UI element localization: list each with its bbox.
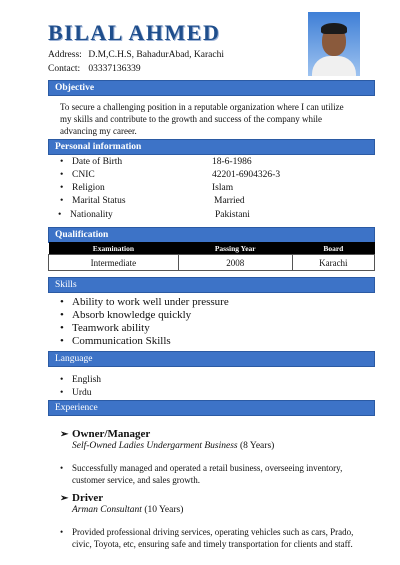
- job-company-line: [72, 441, 274, 451]
- profile-photo: [308, 12, 360, 76]
- contact-value: 03337136339: [88, 64, 141, 74]
- table-cell: Intermediate: [49, 255, 179, 271]
- list-item: • Absorb knowledge quickly: [72, 309, 191, 321]
- list-item: • Urdu: [72, 388, 92, 398]
- table-cell: Karachi: [292, 255, 374, 271]
- address-line: [48, 50, 224, 60]
- marital-status-value: Married: [214, 196, 245, 206]
- column-header: Examination: [49, 242, 179, 255]
- nationality-value: Pakistani: [215, 210, 250, 220]
- qualification-header-row: [49, 242, 375, 255]
- job-description: • Provided professional driving services, operating vehicles such as cars, Prado, civic, Toyota, etc, ensuring safe and timely transportation for clients and staff.: [72, 526, 372, 550]
- qualification-table: [48, 242, 375, 271]
- job-description: • Successfully managed and operated a retail business, overseeing inventory, customer service, and sales growth.: [72, 462, 372, 486]
- contact-line: [48, 64, 141, 74]
- column-header: Passing Year: [178, 242, 292, 255]
- language-heading: Language: [48, 351, 375, 367]
- column-header: Board: [292, 242, 374, 255]
- table-row: [49, 255, 375, 271]
- job-company: Self-Owned Ladies Undergarment Business: [72, 441, 238, 451]
- arrow-bullet-icon: ➢: [60, 493, 69, 504]
- cnic-label: • CNIC: [72, 170, 95, 180]
- address-label: Address:: [48, 50, 82, 60]
- list-item: • Communication Skills: [72, 335, 171, 347]
- job-company: Arman Consultant: [72, 505, 142, 515]
- list-item: • English: [72, 375, 101, 385]
- marital-status-label: • Marital Status: [72, 196, 126, 206]
- objective-heading: Objective: [48, 80, 375, 96]
- job-duration: (8 Years): [240, 441, 275, 451]
- experience-heading: Experience: [48, 400, 375, 416]
- religion-label: • Religion: [72, 183, 105, 193]
- arrow-bullet-icon: ➢: [60, 429, 69, 440]
- cnic-value: 42201-6904326-3: [212, 170, 281, 180]
- list-item: • Teamwork ability: [72, 322, 150, 334]
- personal-info-heading: Personal information: [48, 139, 375, 155]
- job-title: Driver: [72, 492, 104, 504]
- job-company-line: [72, 505, 183, 515]
- candidate-name: BILAL AHMED: [48, 20, 221, 45]
- list-item: • Ability to work well under pressure: [72, 296, 229, 308]
- qualification-heading: Qualification: [48, 227, 375, 243]
- religion-value: Islam: [212, 183, 234, 193]
- nationality-label: • Nationality: [70, 210, 113, 220]
- skills-heading: Skills: [48, 277, 375, 293]
- job-title: Owner/Manager: [72, 428, 151, 440]
- dob-label: • Date of Birth: [72, 157, 122, 167]
- dob-value: 18-6-1986: [212, 157, 252, 167]
- job-duration: (10 Years): [144, 505, 184, 515]
- contact-label: Contact:: [48, 64, 81, 74]
- table-cell: 2008: [178, 255, 292, 271]
- objective-text: To secure a challenging position in a reputable organization where I can utilize my skills and contribute to the growth and success of the company while advancing my career.: [60, 102, 344, 136]
- address-value: D.M,C.H.S, BahadurAbad, Karachi: [88, 50, 224, 60]
